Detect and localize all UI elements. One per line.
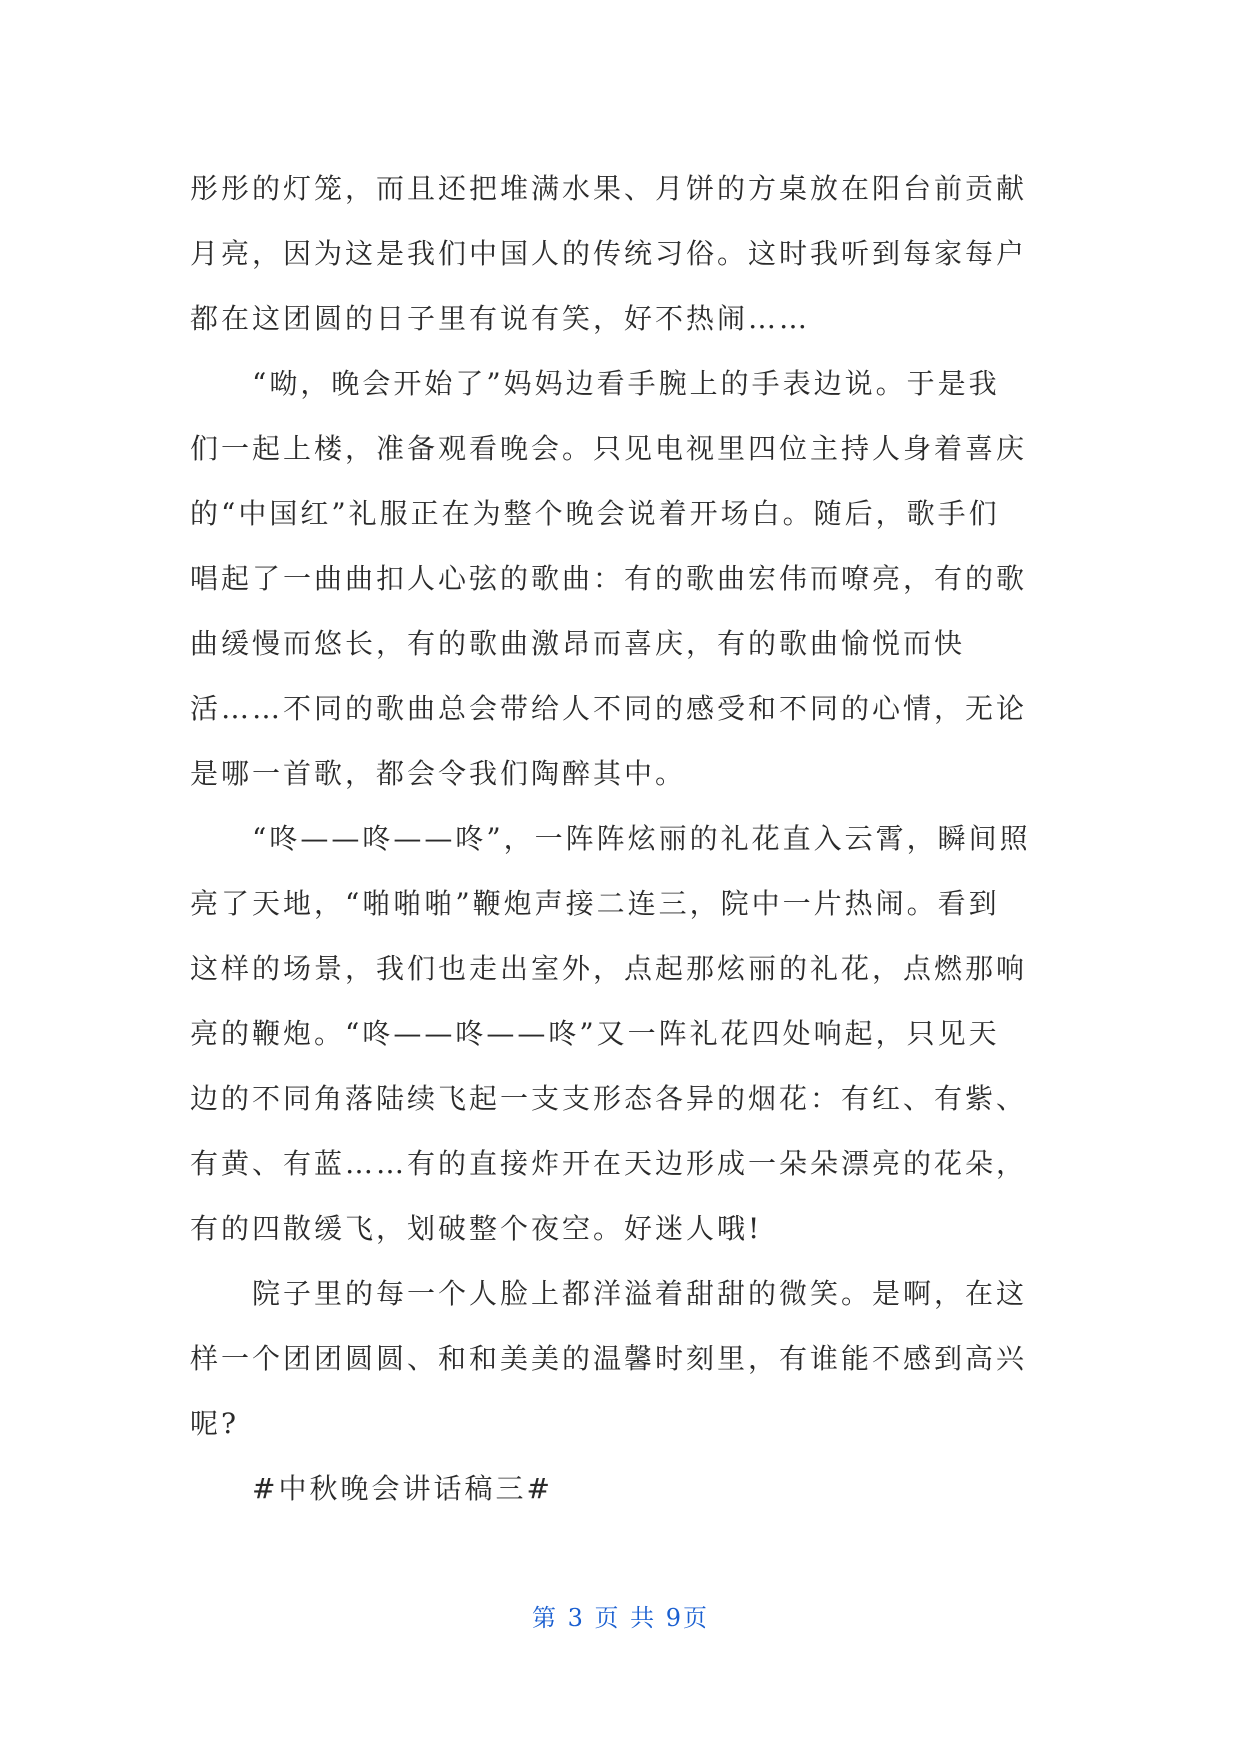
text-line: 彤彤的灯笼，而且还把堆满水果、月饼的方桌放在阳台前贡献 bbox=[190, 172, 1028, 205]
section-heading: #中秋晚会讲话稿三# bbox=[190, 1472, 553, 1505]
text-line: 有黄、有蓝……有的直接炸开在天边形成一朵朵漂亮的花朵， bbox=[190, 1147, 1028, 1180]
text-line: 的“中国红”礼服正在为整个晚会说着开场白。随后，歌手们 bbox=[190, 497, 1000, 530]
text-line: 边的不同角落陆续飞起一支支形态各异的烟花：有红、有紫、 bbox=[190, 1082, 1028, 1115]
text-line: 亮了天地，“啪啪啪”鞭炮声接二连三，院中一片热闹。看到 bbox=[190, 887, 1000, 920]
text-line: 都在这团圆的日子里有说有笑，好不热闹…… bbox=[190, 302, 811, 335]
text-line: 们一起上楼，准备观看晚会。只见电视里四位主持人身着喜庆 bbox=[190, 432, 1028, 465]
text-line: 院子里的每一个人脸上都洋溢着甜甜的微笑。是啊，在这 bbox=[190, 1277, 1028, 1310]
page-footer bbox=[0, 1598, 1241, 1633]
text-line: “呦，晚会开始了”妈妈边看手腕上的手表边说。于是我 bbox=[190, 367, 1000, 400]
text-line: 有的四散缓飞，划破整个夜空。好迷人哦! bbox=[190, 1212, 763, 1245]
text-line: 活……不同的歌曲总会带给人不同的感受和不同的心情，无论 bbox=[190, 692, 1028, 725]
text-line: 是哪一首歌，都会令我们陶醉其中。 bbox=[190, 757, 687, 790]
text-line: 唱起了一曲曲扣人心弦的歌曲：有的歌曲宏伟而嘹亮，有的歌 bbox=[190, 562, 1028, 595]
text-line: 月亮，因为这是我们中国人的传统习俗。这时我听到每家每户 bbox=[190, 237, 1028, 270]
page-number: 第 3 页 共 9页 bbox=[531, 1604, 710, 1632]
text-line: 亮的鞭炮。“咚——咚——咚”又一阵礼花四处响起，只见天 bbox=[190, 1017, 1000, 1050]
text-line: 曲缓慢而悠长，有的歌曲激昂而喜庆，有的歌曲愉悦而快 bbox=[190, 627, 966, 660]
text-line: 这样的场景，我们也走出室外，点起那炫丽的礼花，点燃那响 bbox=[190, 952, 1028, 985]
text-line: “咚——咚——咚”，一阵阵炫丽的礼花直入云霄，瞬间照 bbox=[190, 822, 1031, 855]
text-line: 样一个团团圆圆、和和美美的温馨时刻里，有谁能不感到高兴 bbox=[190, 1342, 1028, 1375]
document-body bbox=[190, 156, 1050, 1521]
text-line: 呢? bbox=[190, 1407, 240, 1440]
